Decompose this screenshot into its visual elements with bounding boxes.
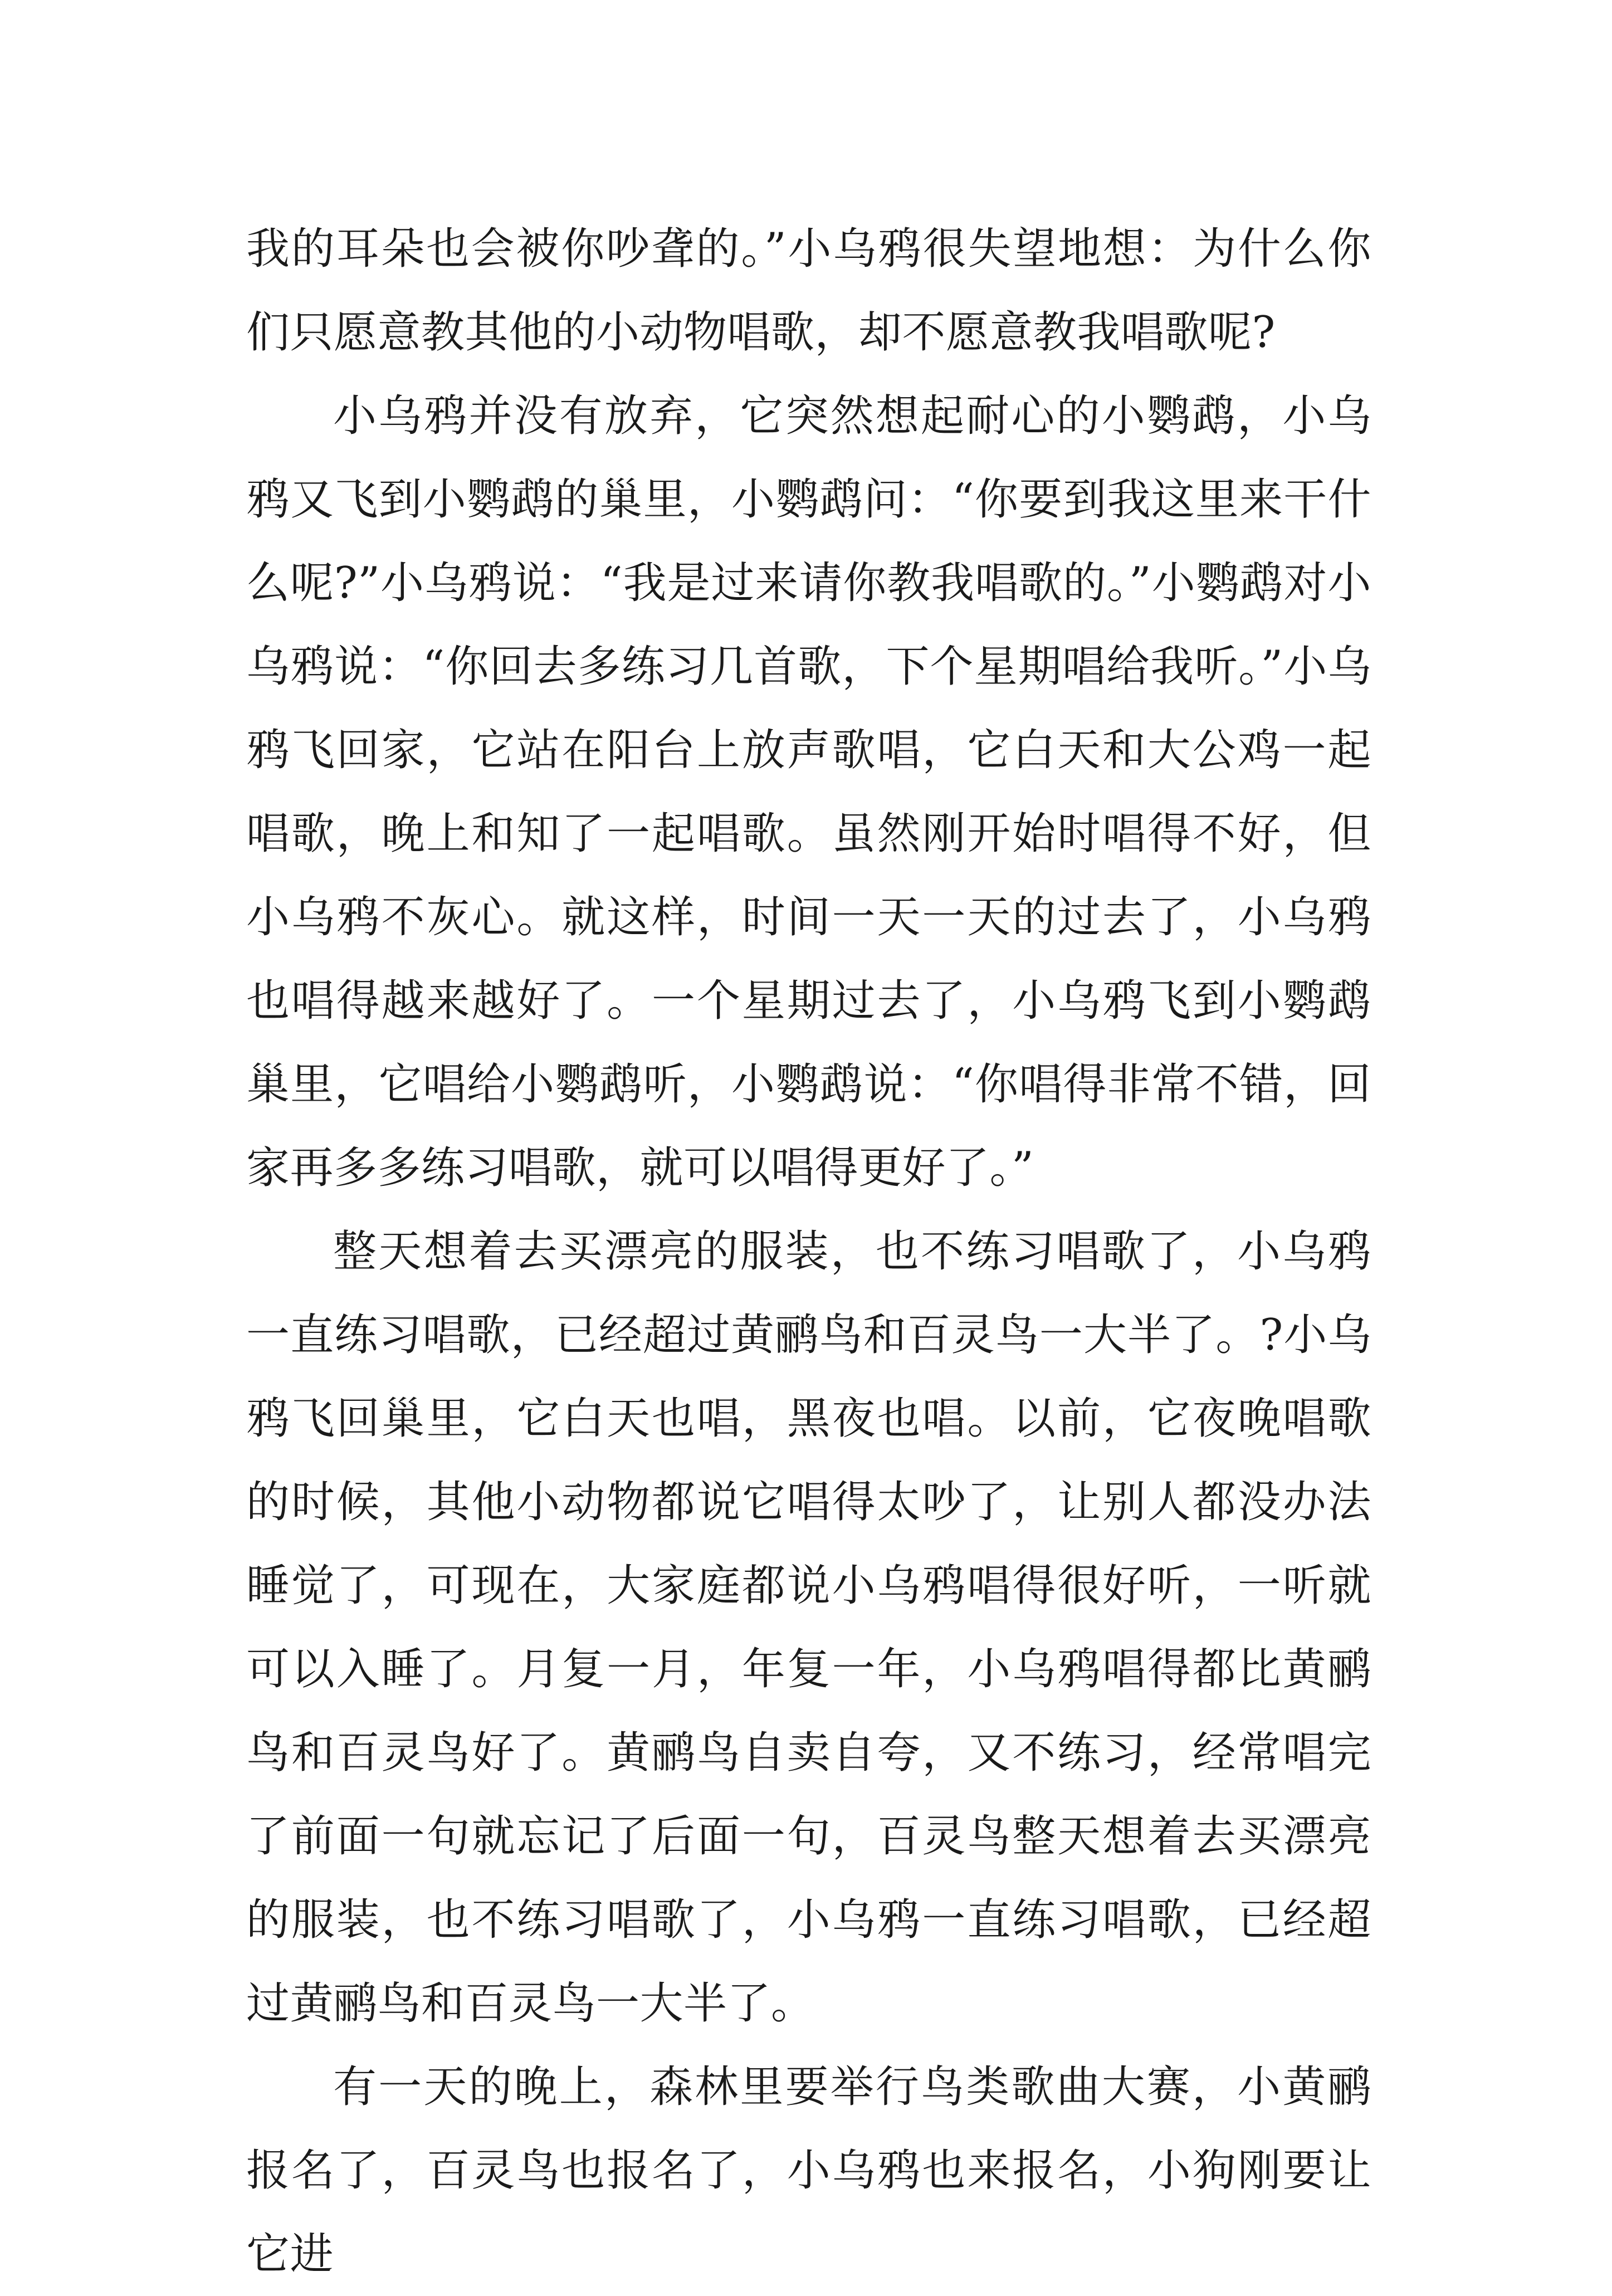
paragraph-1: 我的耳朵也会被你吵聋的。”小乌鸦很失望地想：为什么你们只愿意教其他的小动物唱歌，却不愿意教我唱歌呢? xyxy=(246,224,1371,358)
paragraph-2: 小乌鸦并没有放弃，它突然想起耐心的小鹦鹉，小乌鸦又飞到小鹦鹉的巢里，小鹦鹉问：“你要到我这里来干什么呢?”小乌鸦说：“我是过来请你教我唱歌的。”小鹦鹉对小乌鸦说：“你回去多练习几首歌，下个星期唱给我听。”小乌鸦飞回家，它站在阳台上放声歌唱，它白天和大公鸡一起唱歌，晚上和知了一起唱歌。虽然刚开始时唱得不好，但小乌鸦不灰心。就这样，时间一天一天的过去了，小乌鸦也唱得越来越好了。一个星期过去了，小乌鸦飞到小鹦鹉巢里，它唱给小鹦鹉听，小鹦鹉说：“你唱得非常不错，回家再多多练习唱歌，就可以唱得更好了。” xyxy=(246,391,1371,1193)
paragraph-4: 有一天的晚上，森林里要举行鸟类歌曲大赛，小黄鹂报名了，百灵鸟也报名了，小乌鸦也来报名，小狗刚要让它进 xyxy=(246,2062,1371,2279)
story-body xyxy=(246,207,1371,2296)
paragraph-3: 整天想着去买漂亮的服装，也不练习唱歌了，小乌鸦一直练习唱歌，已经超过黄鹂鸟和百灵鸟一大半了。?小乌鸦飞回巢里，它白天也唱，黑夜也唱。以前，它夜晚唱歌的时候，其他小动物都说它唱得太吵了，让别人都没办法睡觉了，可现在，大家庭都说小乌鸦唱得很好听，一听就可以入睡了。月复一月，年复一年，小乌鸦唱得都比黄鹂鸟和百灵鸟好了。黄鹂鸟自卖自夸，又不练习，经常唱完了前面一句就忘记了后面一句，百灵鸟整天想着去买漂亮的服装，也不练习唱歌了，小乌鸦一直练习唱歌，已经超过黄鹂鸟和百灵鸟一大半了。 xyxy=(246,1227,1371,2029)
